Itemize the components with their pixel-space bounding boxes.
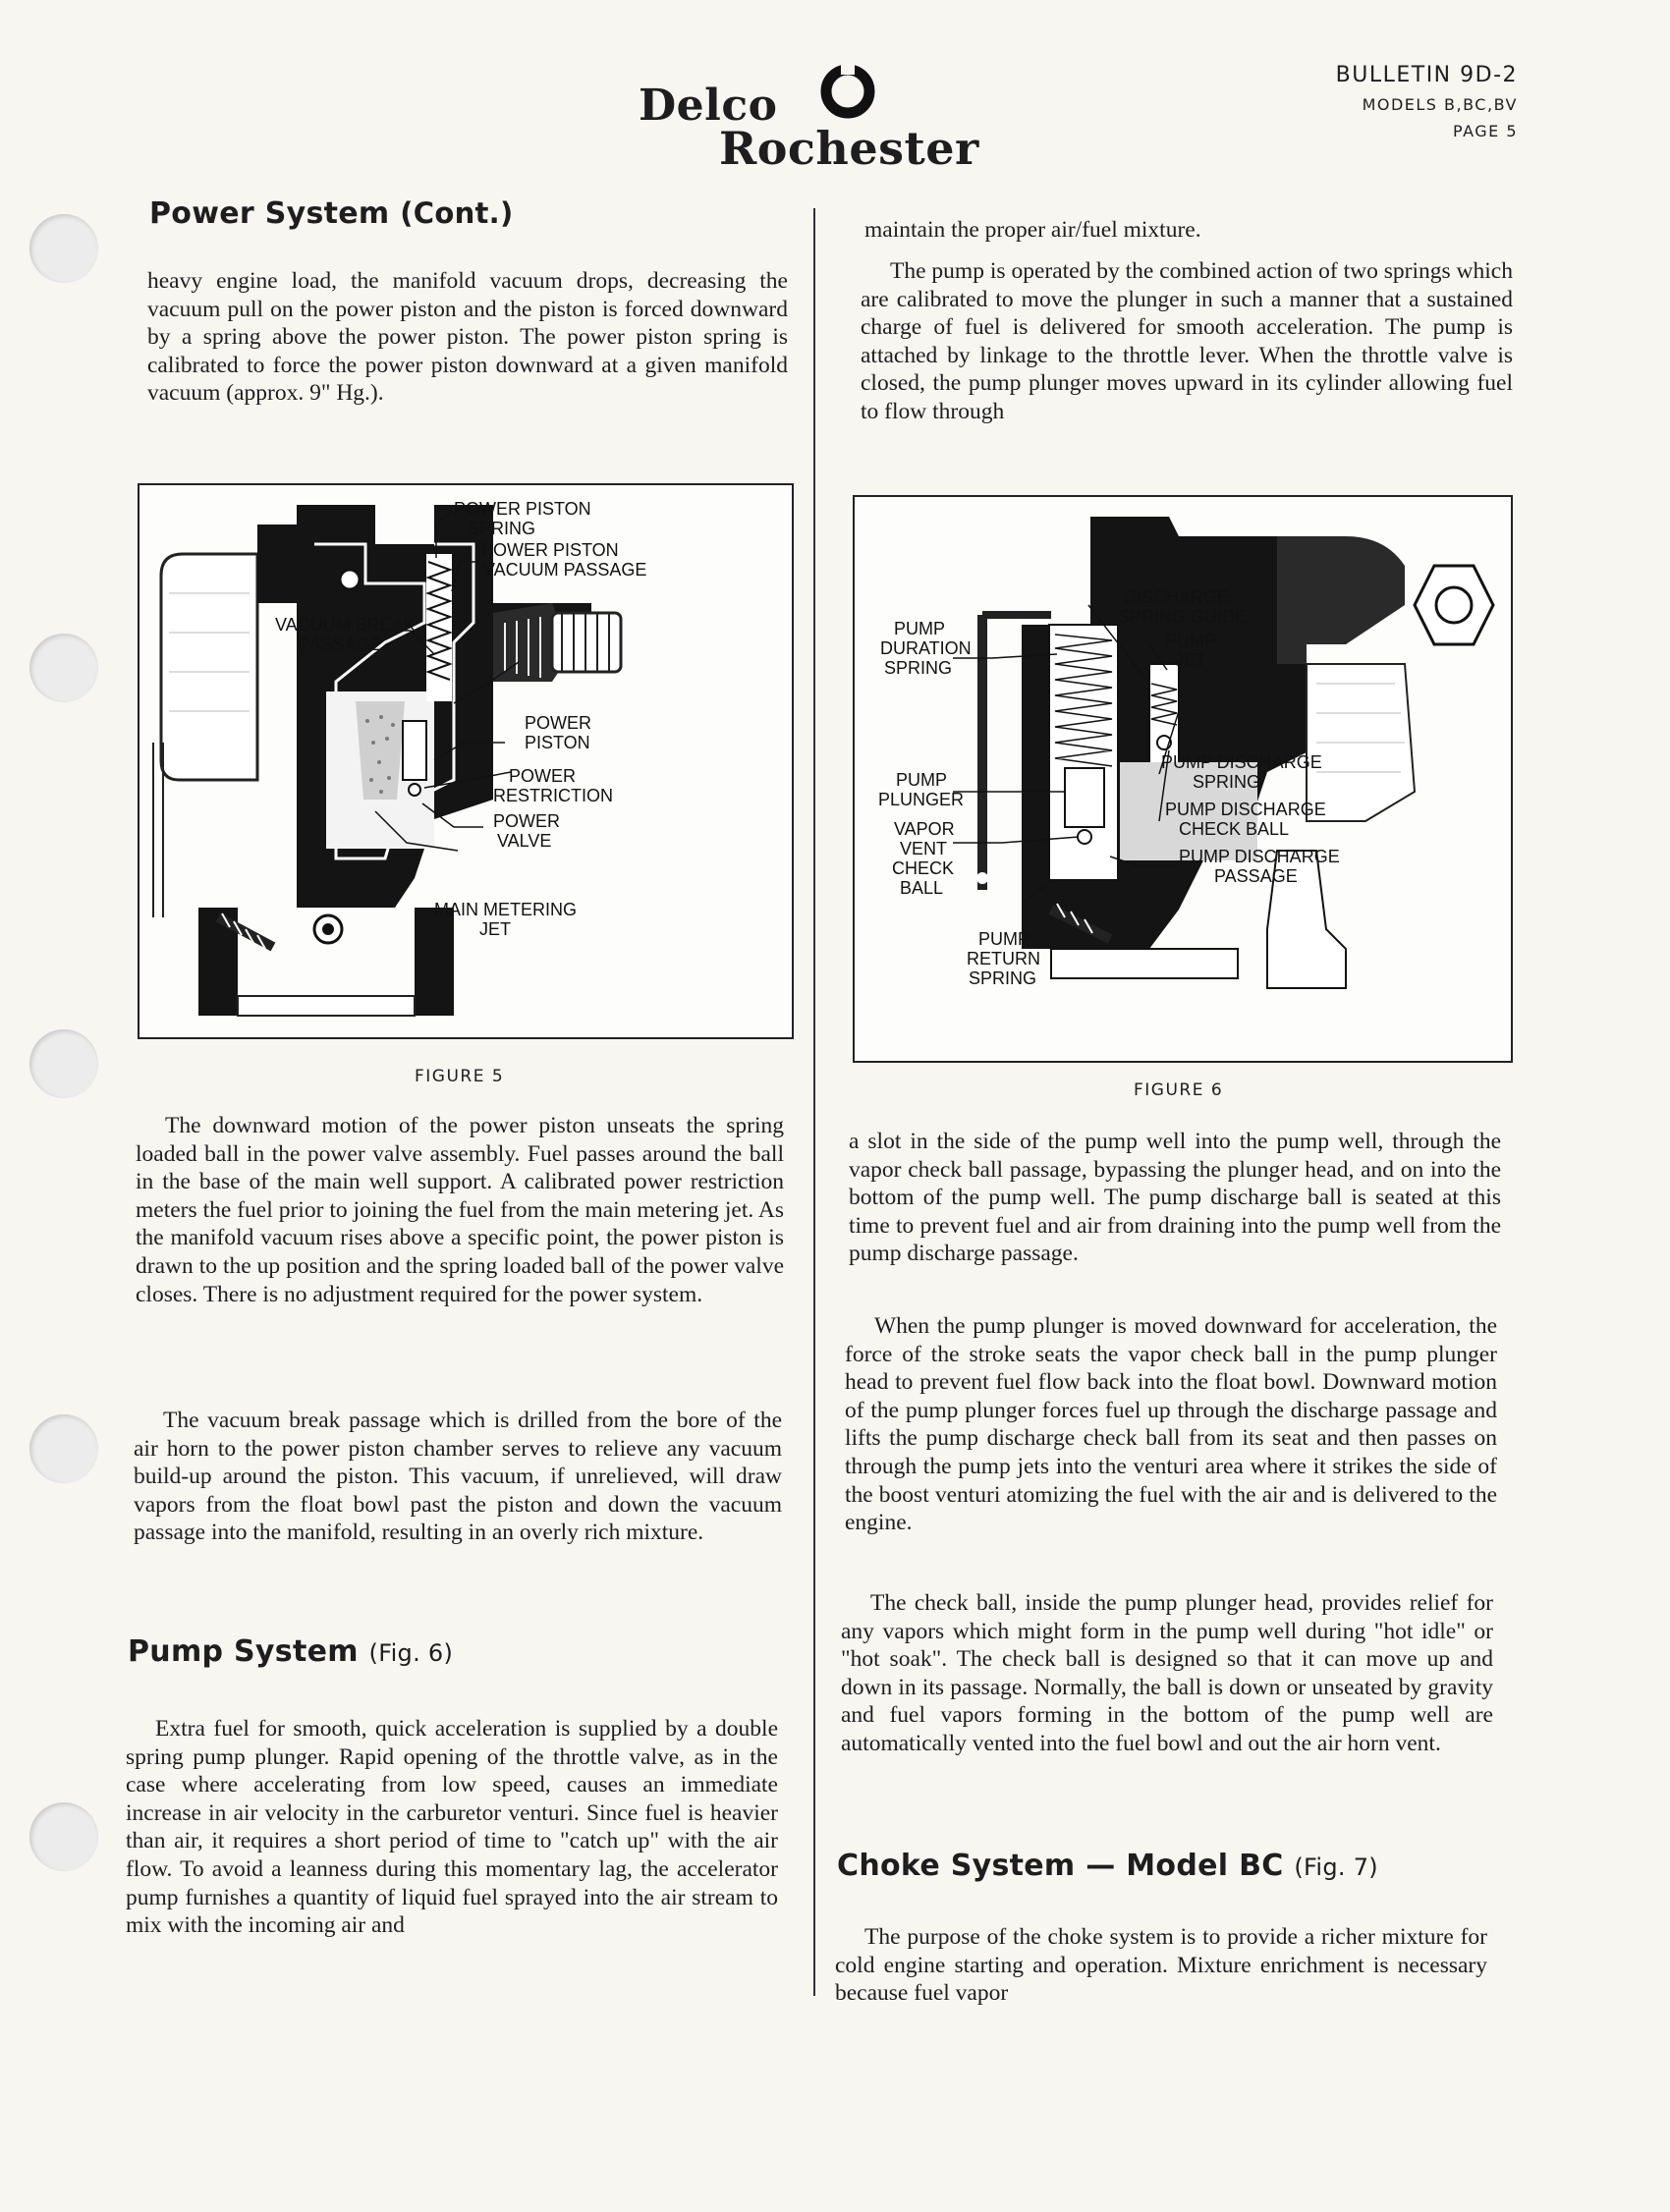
label-pump-jet-1: PUMP	[1165, 631, 1217, 650]
label-discharge-guide-1: DISCHARGE	[1124, 587, 1230, 607]
bulletin-models: MODELS B,BC,BV	[1362, 95, 1518, 114]
label-discharge-spring-1: PUMP DISCHARGE	[1161, 752, 1322, 772]
label-pump-plunger-1: PUMP	[896, 770, 948, 790]
label-main-jet-1: MAIN METERING	[434, 900, 578, 919]
pump-paragraph-3: The pump is operated by the combined action of two springs which are calibrated to move the plunger in such a manner that a sustained charge of fuel is delivered for smooth acceleration. The pump is attached by linkage to the throttle lever. When the throttle valve is closed, the pump plunger moves upward in its cylinder allowing fuel to flow through	[861, 258, 1513, 424]
delco-ring-icon	[817, 61, 878, 122]
pump-paragraph-2: maintain the proper air/fuel mixture.	[864, 217, 1201, 243]
label-power-piston-2: PISTON	[525, 733, 590, 752]
pump-paragraph-1: Extra fuel for smooth, quick acceleration is supplied by a double spring pump plunger. Rapid opening of the throttle valve, as in the case where accelerating from low speed, causes an immediate increase in air velocity in the carburetor venturi. Since fuel is heavier than air, it requires a short period of time to "catch up" with the air flow. To avoid a leanness during this momentary lag, the accelerator pump furnishes a quantity of liquid fuel sprayed into the air stream to mix with the incoming air and	[126, 1716, 778, 1939]
label-pump-plunger-2: PLUNGER	[878, 790, 965, 809]
label-main-jet-2: JET	[479, 919, 512, 939]
label-pump-duration-1: PUMP	[894, 619, 946, 638]
punch-hole-3	[29, 1029, 98, 1098]
label-vapor-2: VENT	[900, 839, 948, 858]
figure-6-svg	[855, 497, 1511, 1061]
label-power-piston-spring-2: SPRING	[468, 519, 536, 538]
label-power-restriction-2: RESTRICTION	[493, 786, 614, 805]
choke-system-heading	[837, 1849, 1378, 1883]
label-return-2: RETURN	[967, 949, 1040, 968]
label-check-ball-1: PUMP DISCHARGE	[1165, 800, 1326, 819]
label-vacuum-break-1: VACUUM BREAK	[275, 615, 416, 635]
label-discharge-guide-2: SPRING GUIDE	[1118, 607, 1248, 627]
choke-heading-text: Choke System — Model BC	[837, 1849, 1284, 1883]
label-pump-jet-2: JET	[1175, 650, 1207, 670]
brand-line1: Delco	[639, 81, 778, 131]
bulletin-header	[1336, 63, 1518, 140]
label-vacuum-break-2: PASSAGE	[299, 635, 382, 654]
figure-5-diagram	[138, 483, 794, 1039]
label-power-piston-1: POWER	[525, 713, 592, 733]
figure-6-diagram	[853, 495, 1513, 1063]
pump-paragraph-6: The check ball, inside the pump plunger head, provides relief for any vapors which might form in the pump well during "hot idle" or "hot soak". The check ball is designed so that it can move up and down in its passage. Normally, the ball is down or unseated by gravity and fuel vapors forming in the bottom of the pump well are automatically vented into the fuel bowl and out the air horn vent.	[841, 1590, 1493, 1756]
label-discharge-passage-2: PASSAGE	[1214, 866, 1298, 886]
label-vapor-1: VAPOR	[894, 819, 955, 839]
label-pump-duration-2: DURATION	[880, 638, 972, 658]
pump-paragraph-5: When the pump plunger is moved downward for acceleration, the force of the stroke seats the vapor check ball in the pump plunger head to prevent fuel flow back into the float bowl. Downward motion of the pump plunger forces fuel up through the discharge passage and lifts the pump discharge check ball from its seat and then passes on through the pump jets into the venturi area where it strikes the side of the boost venturi atomizing the fuel with the air and is delivered to the engine.	[845, 1313, 1497, 1536]
label-power-valve-2: VALVE	[497, 831, 552, 851]
page-number: PAGE 5	[1452, 122, 1518, 140]
label-return-3: SPRING	[969, 968, 1037, 988]
column-divider	[813, 208, 815, 1996]
delco-rochester-logo	[629, 61, 1041, 175]
label-check-ball-2: CHECK BALL	[1179, 819, 1290, 839]
label-vacuum-passage-1: POWER PISTON	[481, 540, 619, 560]
label-power-restriction-1: POWER	[509, 766, 577, 786]
label-return-1: PUMP	[978, 929, 1030, 949]
power-system-heading	[149, 196, 514, 231]
label-vapor-3: CHECK	[892, 858, 955, 878]
pump-system-heading	[128, 1634, 453, 1669]
figure-5-svg	[139, 485, 792, 1037]
label-power-valve-1: POWER	[493, 811, 561, 831]
punch-hole-4	[29, 1414, 98, 1483]
choke-heading-fig: (Fig. 7)	[1294, 1853, 1378, 1881]
figure-5-caption: FIGURE 5	[415, 1067, 505, 1086]
label-pump-duration-3: SPRING	[884, 658, 953, 678]
heading-text: Power System	[149, 196, 390, 231]
label-power-piston-spring-1: POWER PISTON	[454, 499, 591, 519]
brand-line2: Rochester	[719, 122, 979, 175]
power-paragraph-3: The vacuum break passage which is drilled from the bore of the air horn to the power piston chamber serves to relieve any vacuum build-up around the piston. This vacuum, if unrelieved, will draw vapors from the float bowl past the piston and down the vacuum passage into the manifold, resulting in an overly rich mixture.	[134, 1408, 782, 1546]
power-paragraph-1: heavy engine load, the manifold vacuum drops, decreasing the vacuum pull on the power piston and the piston is forced downward by a spring above the power piston. The power piston spring is calibrated to force the power piston downward at a given manifold vacuum (approx. 9" Hg.).	[147, 268, 788, 407]
bulletin-number: BULLETIN 9D-2	[1335, 63, 1518, 87]
figure-6-caption: FIGURE 6	[1134, 1080, 1224, 1100]
label-vapor-4: BALL	[900, 878, 944, 898]
pump-heading-text: Pump System	[128, 1634, 359, 1669]
punch-hole-2	[29, 634, 98, 702]
heading-suffix: (Cont.)	[400, 196, 514, 230]
punch-hole-5	[29, 1802, 98, 1871]
pump-heading-fig: (Fig. 6)	[368, 1639, 454, 1667]
pump-paragraph-4: a slot in the side of the pump well into the pump well, through the vapor check ball passage, bypassing the plunger head, and on into the bottom of the pump well. The pump discharge ball is seated at this time to prevent fuel and air from draining into the pump well from the pump discharge passage.	[849, 1129, 1501, 1267]
power-paragraph-2: The downward motion of the power piston unseats the spring loaded ball in the power valve assembly. Fuel passes around the ball in the base of the main well support. A calibrated power restriction meters the fuel prior to joining the fuel from the main metering jet. As the manifold vacuum rises above a specific point, the power piston is drawn to the up position and the spring loaded ball of the power valve closes. There is no adjustment required for the power system.	[136, 1113, 784, 1307]
label-discharge-passage-1: PUMP DISCHARGE	[1179, 847, 1340, 866]
label-discharge-spring-2: SPRING	[1193, 772, 1261, 792]
choke-paragraph-1: The purpose of the choke system is to provide a richer mixture for cold engine starting and operation. Mixture enrichment is necessary because fuel vapor	[835, 1924, 1487, 2007]
label-vacuum-passage-2: VACUUM PASSAGE	[483, 560, 647, 580]
punch-hole-1	[29, 214, 98, 283]
